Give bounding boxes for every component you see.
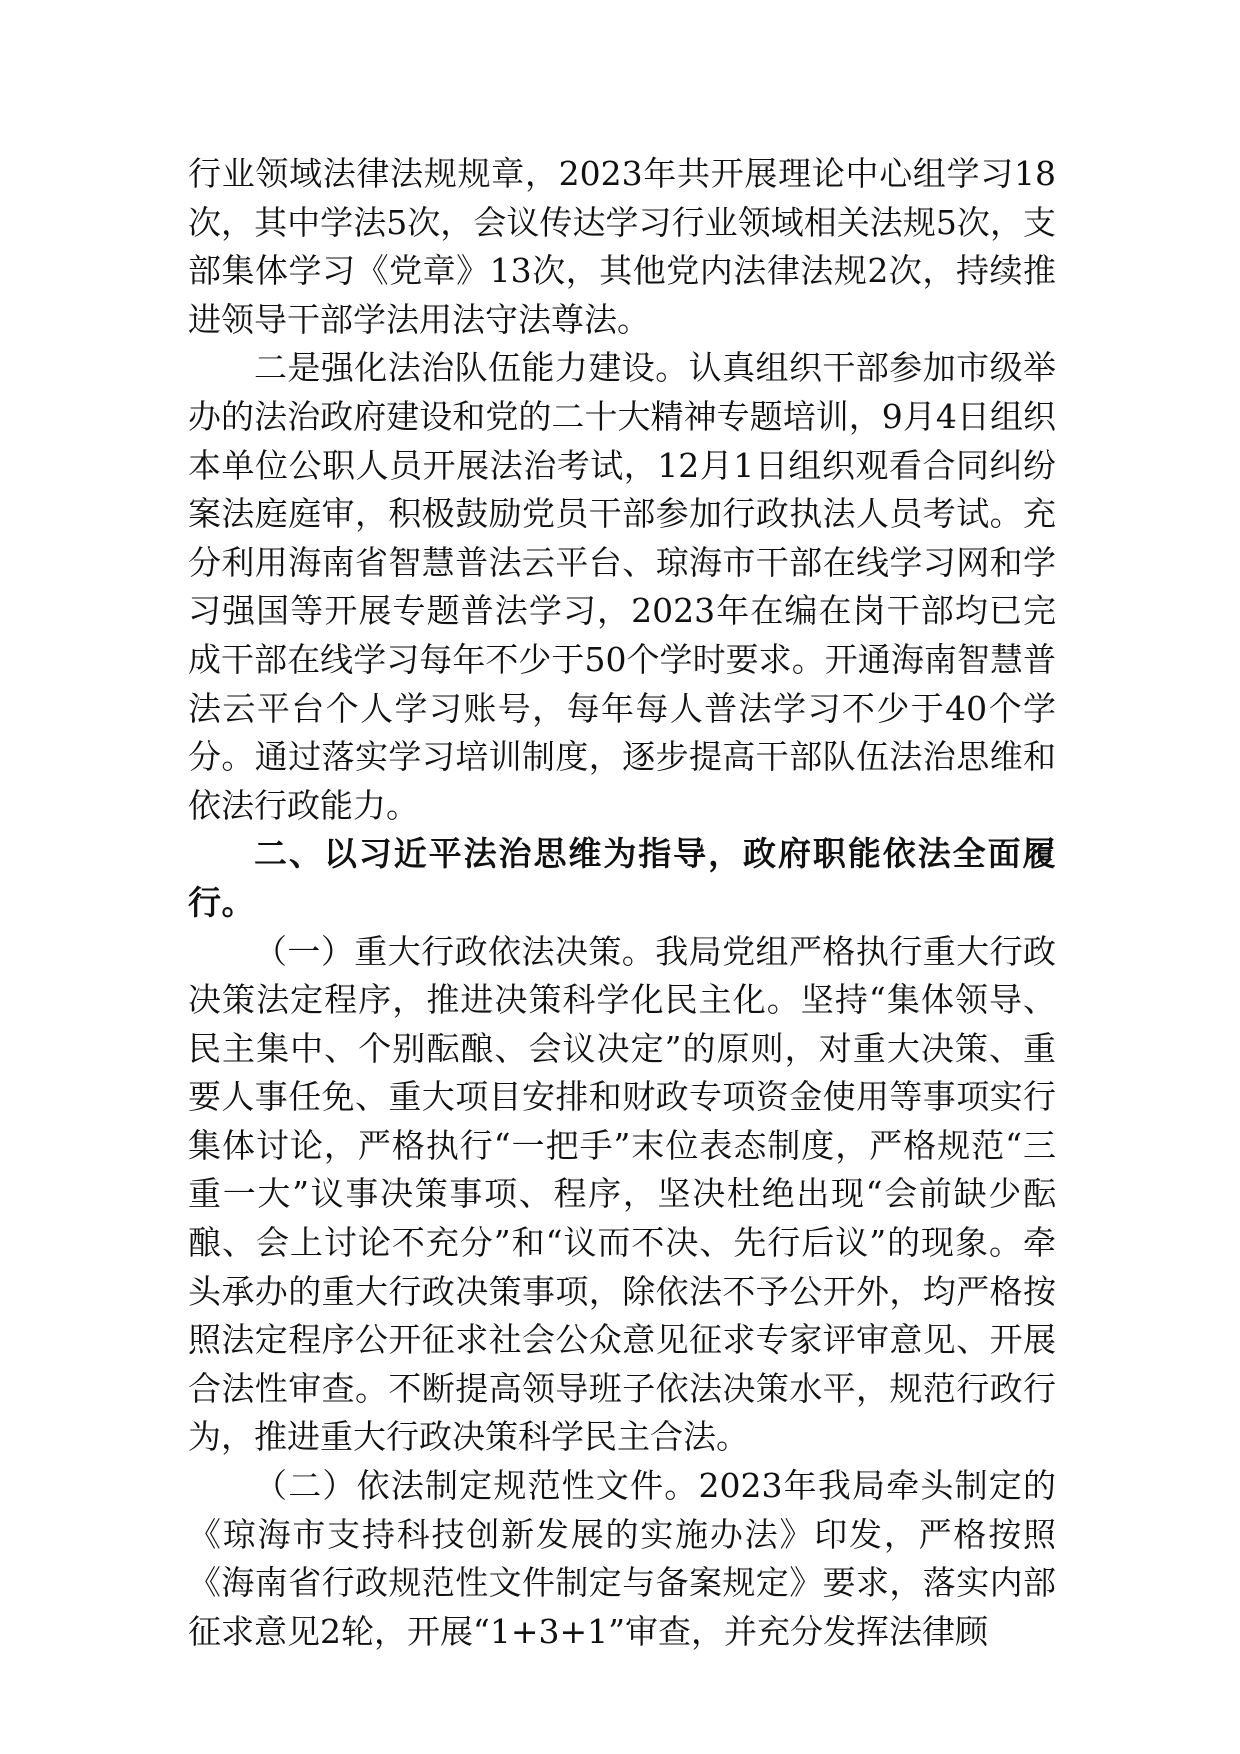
section-heading-two: 二、以习近平法治思维为指导，政府职能依法全面履行。 — [188, 834, 1056, 922]
paragraph-normative-documents: （二）依法制定规范性文件。2023年我局牵头制定的《琼海市支持科技创新发展的实施办法》印发，严格按照《海南省行政规范性文件制定与备案规定》要求，落实内部征求意见2轮，开展“1+3+1”审查，并充分发挥法律顾 — [188, 1466, 1056, 1651]
paragraph-continuation: 行业领域法律法规规章，2023年共开展理论中心组学习18次，其中学法5次，会议传达学习行业领域相关法规5次，支部集体学习《党章》13次，其他党内法律法规2次，持续推进领导干部学法用法守法尊法。 — [188, 154, 1056, 339]
paragraph-major-decisions: （一）重大行政依法决策。我局党组严格执行重大行政决策法定程序，推进决策科学化民主化。坚持“集体领导、民主集中、个别酝酿、会议决定”的原则，对重大决策、重要人事任免、重大项目安排和财政专项资金使用等事项实行集体讨论，严格执行“一把手”末位表态制度，严格规范“三重一大”议事决策事项、程序，坚决杜绝出现“会前缺少酝酿、会上讨论不充分”和“议而不决、先行后议”的现象。牵头承办的重大行政决策事项，除依法不予公开外，均严格按照法定程序公开征求社会公众意见征求专家评审意见、开展合法性审查。不断提高领导班子依法决策水平，规范行政行为，推进重大行政决策科学民主合法。 — [188, 931, 1056, 1457]
paragraph-legal-team-capacity: 二是强化法治队伍能力建设。认真组织干部参加市级举办的法治政府建设和党的二十大精神专题培训，9月4日组织本单位公职人员开展法治考试，12月1日组织观看合同纠纷案法庭庭审，积极鼓励党员干部参加行政执法人员考试。充分利用海南省智慧普法云平台、琼海市干部在线学习网和学习强国等开展专题普法学习，2023年在编在岗干部均已完成干部在线学习每年不少于50个学时要求。开通海南智慧普法云平台个人学习账号，每年每人普法学习不少于40个学分。通过落实学习培训制度，逐步提高干部队伍法治思维和依法行政能力。 — [188, 348, 1056, 825]
document-body — [188, 150, 1056, 1656]
